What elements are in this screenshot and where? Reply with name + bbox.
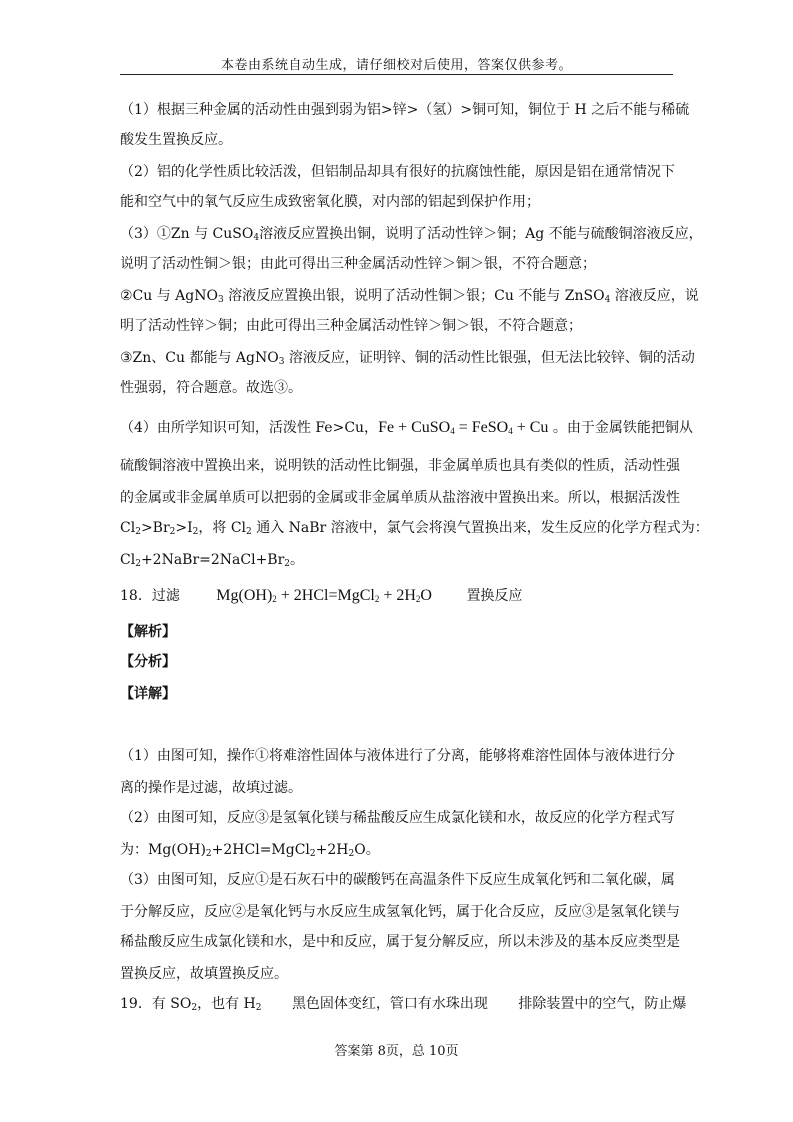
q18-s3-line3: 稀盐酸反应生成氯化镁和水，是中和反应，属于复分解反应，所以未涉及的基本反应类型是	[120, 934, 680, 950]
q19-answer3: 排除装置中的空气，防止爆	[518, 996, 687, 1012]
q18-s2-line1: （2）由图可知，反应③是氢氧化镁与稀盐酸反应生成氯化镁和水，故反应的化学方程式写	[120, 810, 675, 826]
p1-line2: 酸发生置换反应。	[120, 132, 232, 148]
p3-line1: （3）①Zn 与 CuSO$_4$溶液反应置换出铜，说明了活动性锌＞铜；Ag 不能与硫酸铜溶液反应，	[120, 226, 703, 243]
page-footer: 答案第 8页，总 10页	[334, 1044, 459, 1059]
p4-line5: $Cl_2+2NaBr=2NaCl+Br_2$。	[120, 552, 305, 569]
p3-line4: 明了活动性锌＞铜；由此可得出三种金属活动性锌＞铜＞银，不符合题意；	[120, 318, 582, 334]
equation-mgoh2-hcl: $Mg(OH)_2$ + 2HCl=MgCl$_2$ + $2H_2O$	[216, 587, 432, 604]
equation-fe-cuso4: Fe + CuSO$_4$ = FeSO$_4$ + Cu	[378, 419, 549, 436]
p1-line1: （1）根据三种金属的活动性由强到弱为铝>锌>（氢）>铜可知，铜位于 H 之后不能与稀硫	[120, 102, 690, 118]
q18-answer3: 置换反应	[466, 588, 523, 604]
p4-line3: 的金属或非金属单质可以把弱的金属或非金属单质从盐溶液中置换出来。所以，根据活泼性	[120, 490, 680, 506]
q18-s3-line2: 于分解反应，反应②是氧化钙与水反应生成氢氧化钙，属于化合反应，反应③是氢氧化镁与	[120, 904, 680, 920]
q19-answer2: 黑色固体变红，管口有水珠出现	[291, 996, 488, 1012]
p3-line5: ③Zn、Cu 都能与 AgNO$_3$ 溶液反应，证明锌、铜的活动性比银强，但无法比较锌、铜的活动	[120, 350, 695, 367]
p2-line1: （2）铝的化学性质比较活泼，但铝制品却具有很好的抗腐蚀性能，原因是铝在通常情况下	[120, 164, 675, 180]
q18-answer-line	[120, 586, 522, 606]
p3-line2: 说明了活动性铜＞银；由此可得出三种金属活动性锌＞铜＞银，不符合题意；	[120, 256, 596, 272]
p2-line2: 能和空气中的氧气反应生成致密氧化膜，对内部的铝起到保护作用；	[120, 194, 540, 210]
jiexi-heading: 【解析】	[120, 624, 176, 640]
p4-line2: 硫酸铜溶液中置换出来，说明铁的活动性比铜强，非金属单质也具有类似的性质，活动性强	[120, 458, 680, 474]
q18-s1-line1: （1）由图可知，操作①将难溶性固体与液体进行了分离，能够将难溶性固体与液体进行分	[120, 748, 675, 764]
p4-line1: （4）由所学知识可知，活泼性 Fe>Cu，Fe + CuSO$_4$ = FeSO$_4$ + Cu 。由于金属铁能把铜从	[120, 419, 693, 436]
q18-s3-line1: （3）由图可知，反应①是石灰石中的碳酸钙在高温条件下反应生成氧化钙和二氧化碳，属	[120, 872, 675, 888]
q18-s3-line4: 置换反应，故填置换反应。	[120, 966, 288, 982]
q18-s2-line2: 为：$Mg(OH)_2+2HCl=MgCl_2+2H_2O$。	[120, 842, 380, 859]
p3-line3: ②Cu 与 AgNO$_3$ 溶液反应置换出银，说明了活动性铜＞银；Cu 不能与 ZnSO$_4$ 溶液反应，说	[120, 288, 699, 305]
page-header: 本卷由系统自动生成，请仔细校对后使用，答案仅供参考。	[220, 58, 572, 73]
q18-number: 18．过滤	[120, 588, 180, 604]
header-divider	[120, 74, 673, 75]
p3-line6: 性强弱，符合题意。故选③。	[120, 380, 302, 396]
p4-line4: $Cl_2>Br_2>I_2$，将 $Cl_2$ 通入 NaBr 溶液中，氯气会将溴气置换出来，发生反应的化学方程式为：	[120, 520, 709, 537]
q19-answer-line: 19．有 $SO_2$，也有 $H_2$ 黑色固体变红，管口有水珠出现 排除装置中的空气，防止爆	[120, 996, 687, 1013]
q18-s1-line2: 离的操作是过滤，故填过滤。	[120, 780, 302, 796]
xiangjie-heading: 【详解】	[120, 686, 176, 702]
fenxi-heading: 【分析】	[120, 654, 176, 670]
